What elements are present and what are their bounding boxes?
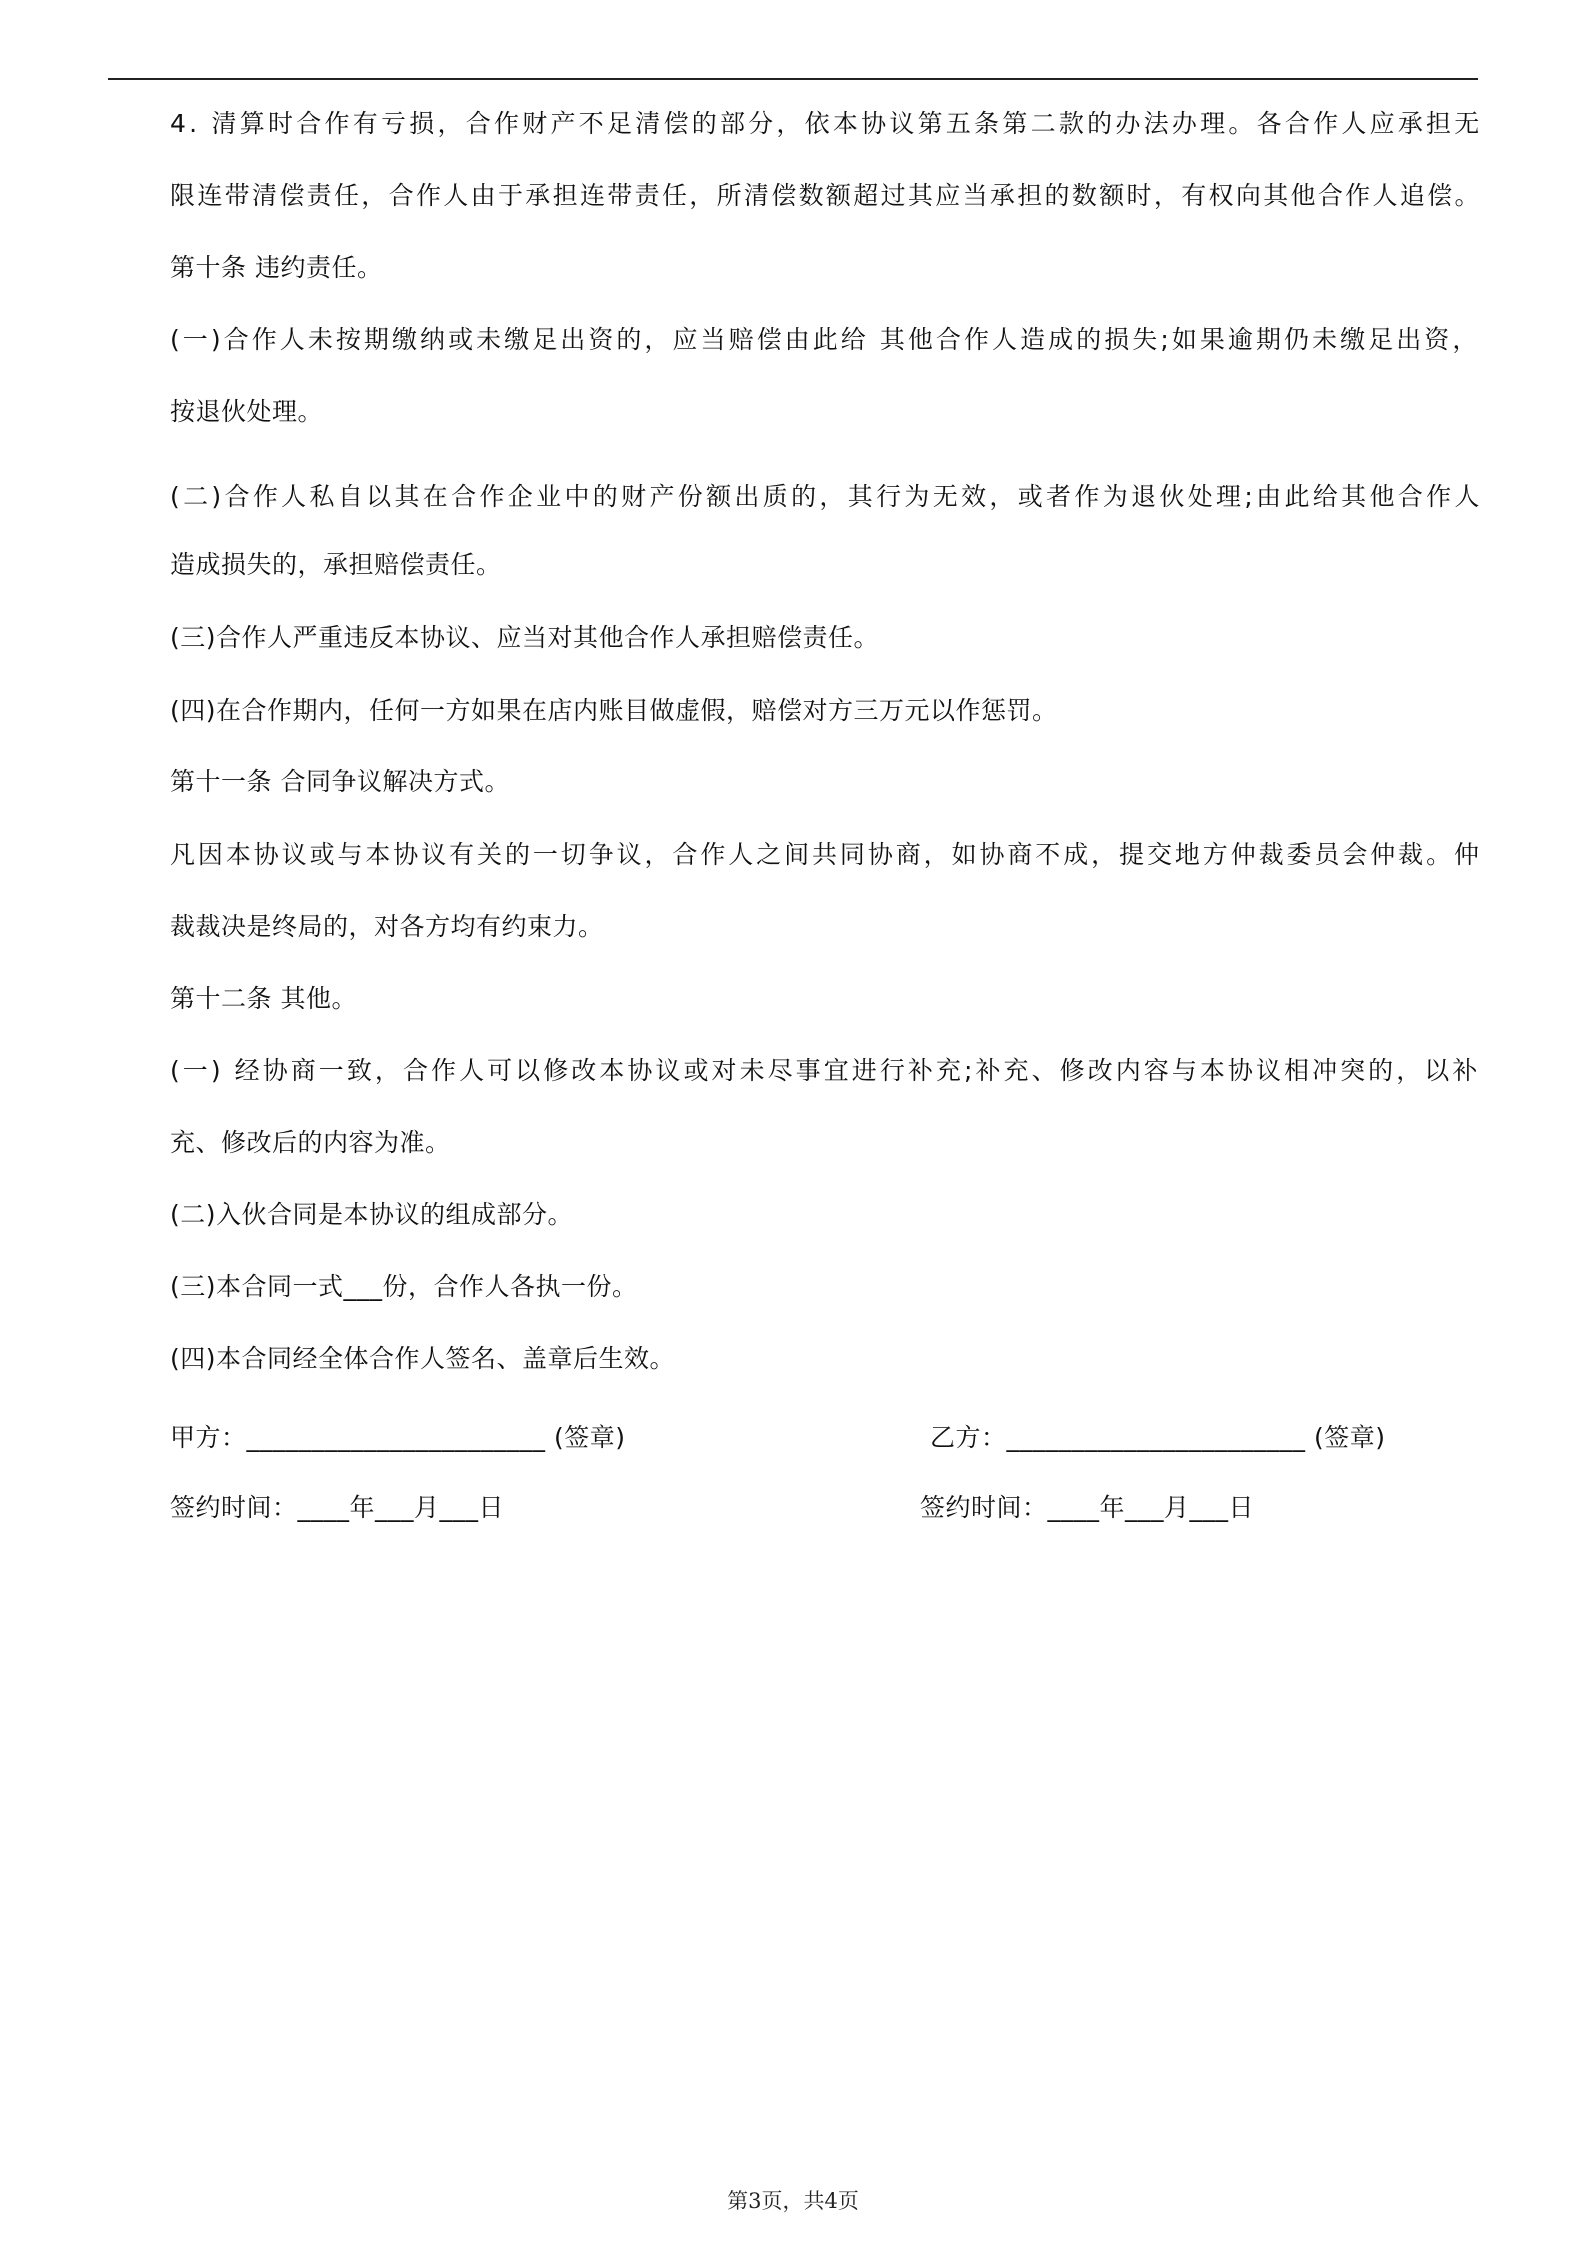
section-heading: 第十条 违约责任。 xyxy=(170,253,383,282)
paragraph-line: (二)入伙合同是本协议的组成部分。 xyxy=(170,1200,574,1229)
paragraph-line: (三)合作人严重违反本协议、应当对其他合作人承担赔偿责任。 xyxy=(170,623,880,652)
paragraph-line: (四)在合作期内，任何一方如果在店内账目做虚假，赔偿对方三万元以作惩罚。 xyxy=(170,696,1058,725)
paragraph-line: (二)合作人私自以其在合作企业中的财产份额出质的，其行为无效，或者作为退伙处理;由此给其他合作人 xyxy=(170,482,1483,511)
paragraph-line: (一) 经协商一致，合作人可以修改本协议或对未尽事宜进行补充;补充、修改内容与本协议相冲突的，以补 xyxy=(170,1056,1481,1085)
paragraph-line: 造成损失的，承担赔偿责任。 xyxy=(170,550,502,579)
header-rule xyxy=(108,78,1478,80)
page-number: 第3页，共4页 xyxy=(727,2189,859,2213)
paragraph-line: 凡因本协议或与本协议有关的一切争议，合作人之间共同协商，如协商不成，提交地方仲裁委员会仲裁。仲 xyxy=(170,840,1482,869)
section-heading: 第十二条 其他。 xyxy=(170,984,357,1013)
paragraph-line: (三)本合同一式___份，合作人各执一份。 xyxy=(170,1272,638,1301)
section-heading: 第十一条 合同争议解决方式。 xyxy=(170,767,510,796)
party-b-signature: 乙方：_______________________ (签章) xyxy=(930,1423,1386,1452)
party-a-signature: 甲方：_______________________ (签章) xyxy=(170,1423,626,1452)
paragraph-line: 裁裁决是终局的，对各方均有约束力。 xyxy=(170,912,604,941)
paragraph-line: 按退伙处理。 xyxy=(170,397,324,426)
paragraph-line: 4. 清算时合作有亏损，合作财产不足清偿的部分，依本协议第五条第二款的办法办理。各合作人应承担无 xyxy=(170,109,1483,138)
paragraph-line: (四)本合同经全体合作人签名、盖章后生效。 xyxy=(170,1344,676,1373)
paragraph-line: 限连带清偿责任，合作人由于承担连带责任，所清偿数额超过其应当承担的数额时，有权向其他合作人追偿。 xyxy=(170,181,1482,210)
paragraph-line: (一)合作人未按期缴纳或未缴足出资的，应当赔偿由此给 其他合作人造成的损失;如果逾期仍未缴足出资， xyxy=(170,325,1481,354)
paragraph-line: 充、修改后的内容为准。 xyxy=(170,1128,451,1157)
party-a-sign-date: 签约时间：____年___月___日 xyxy=(170,1493,505,1522)
party-b-sign-date: 签约时间：____年___月___日 xyxy=(920,1493,1255,1522)
